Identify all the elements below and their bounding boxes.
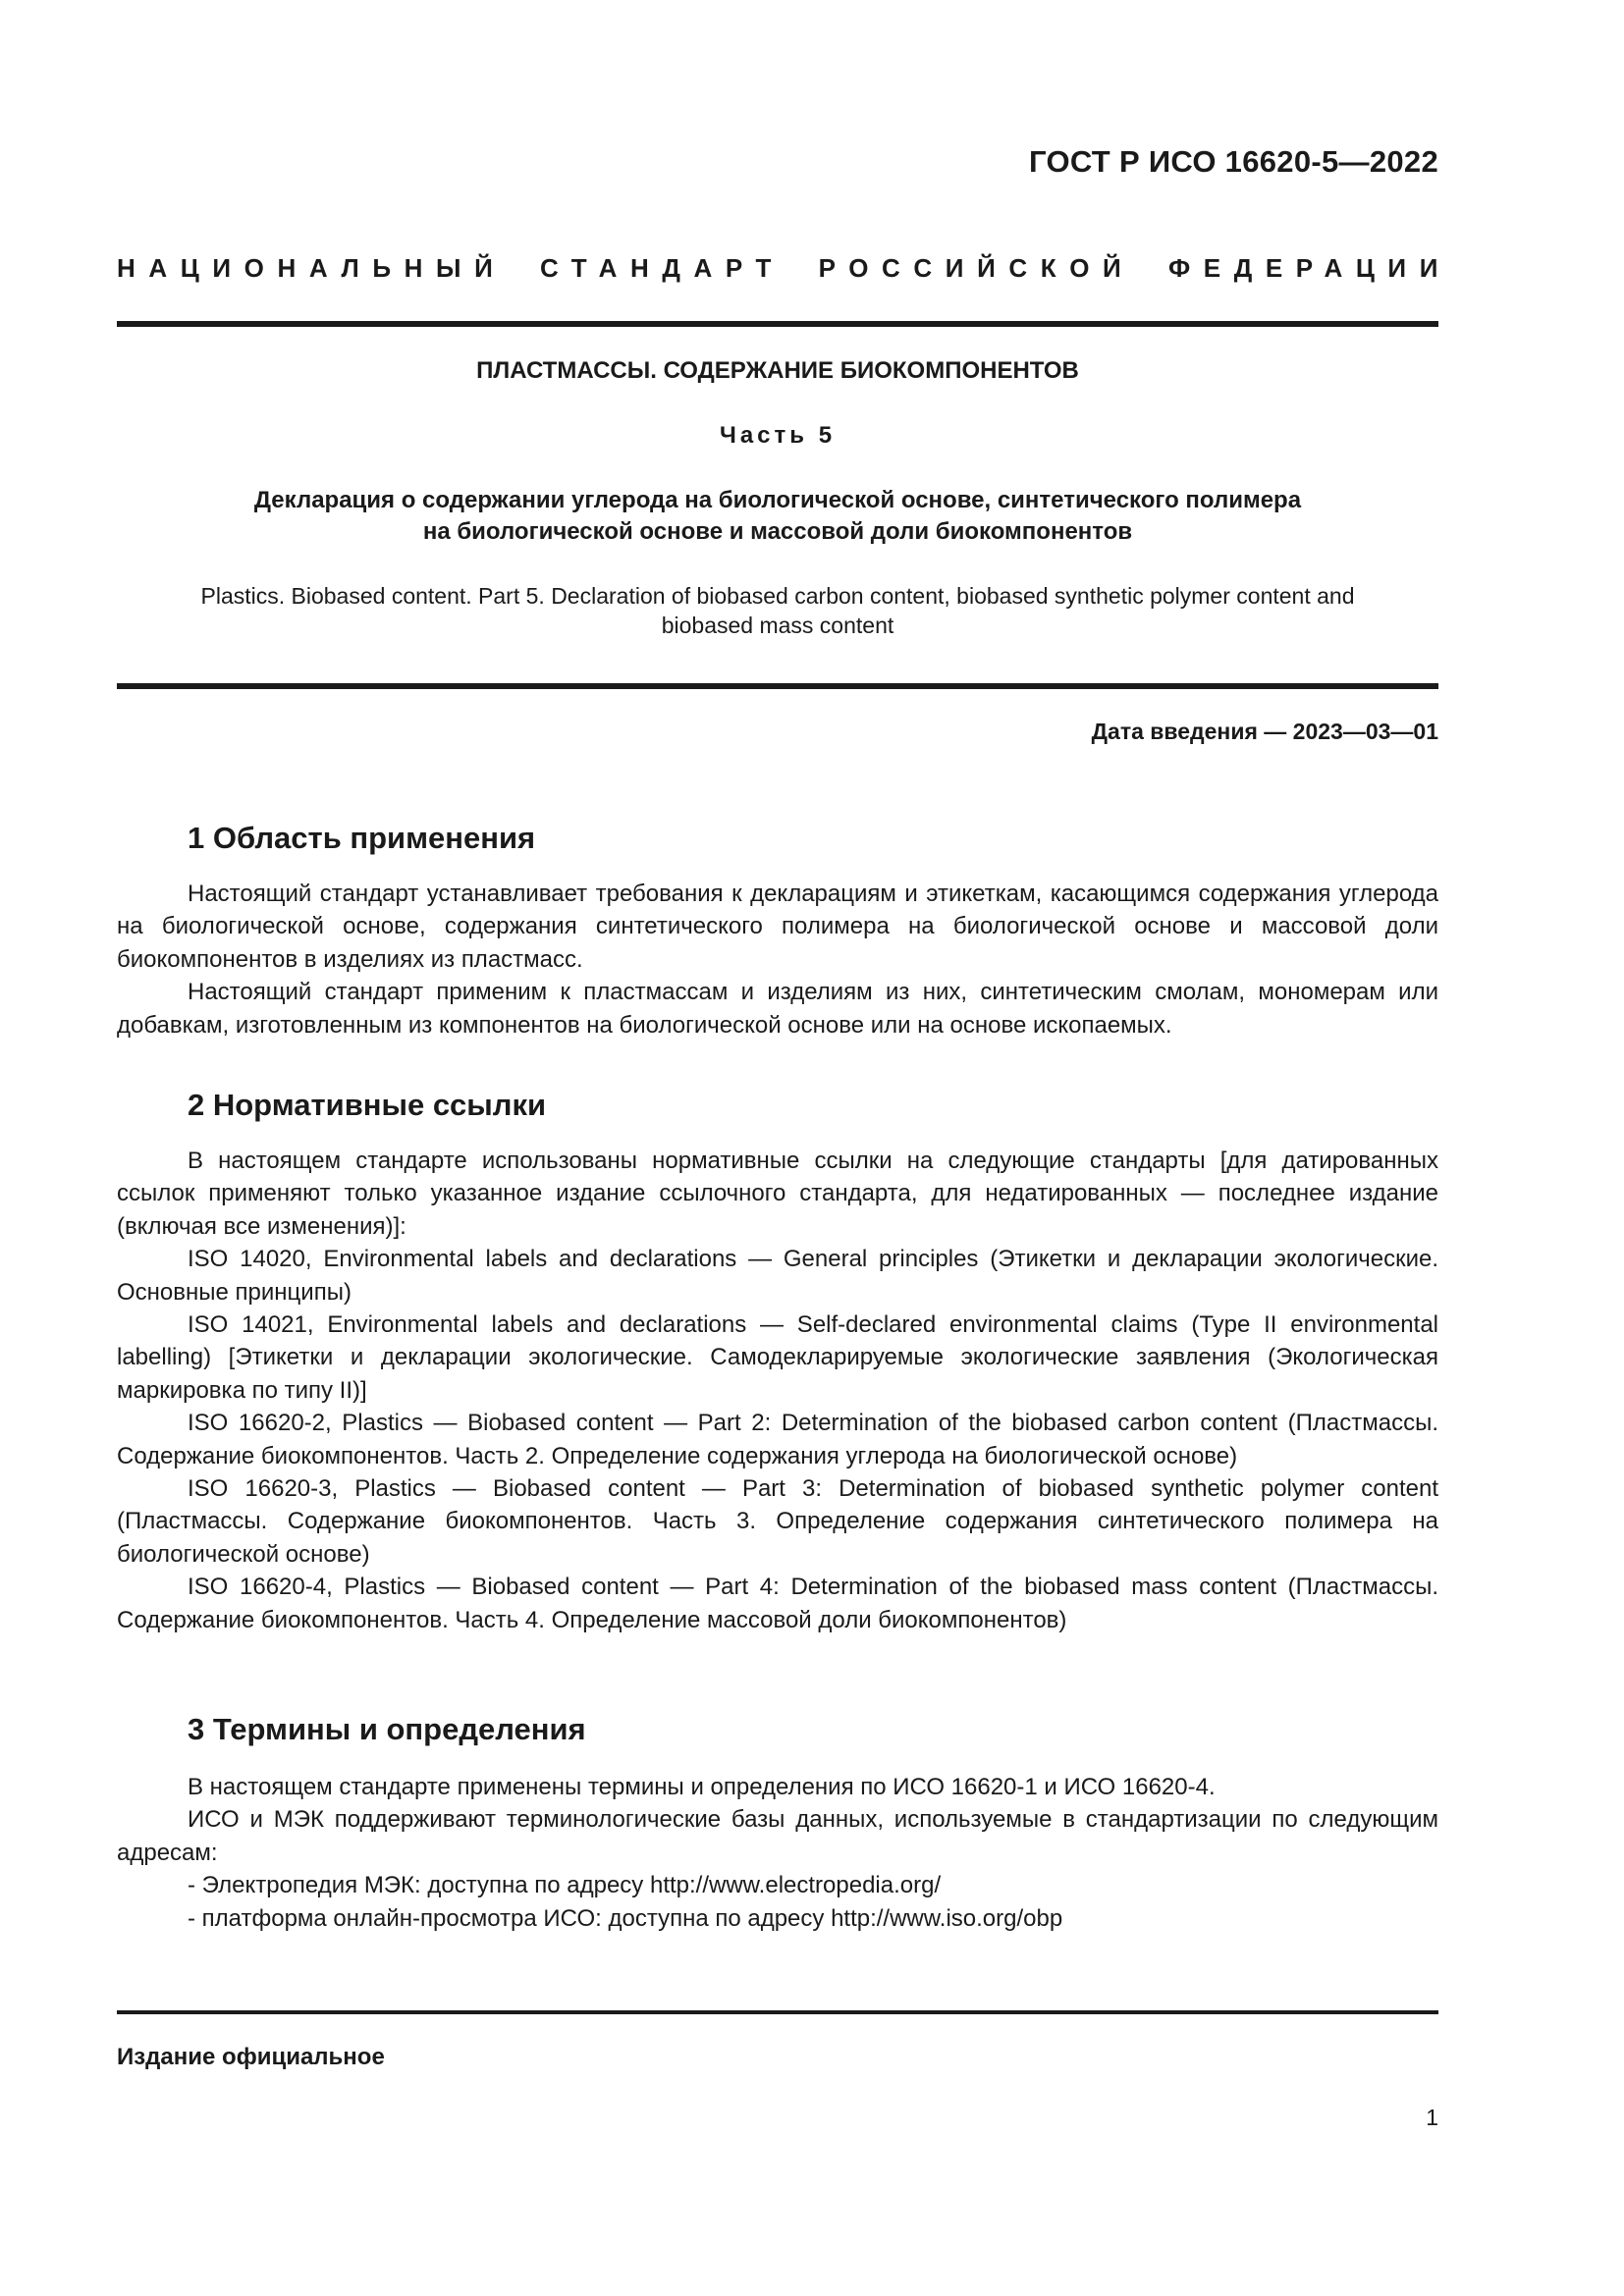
reference-item: ISO 14020, Environmental labels and declarations — General principles (Этикетки и декларации экологические. Основные принципы) (117, 1246, 1438, 1306)
top-rule (117, 321, 1438, 327)
middle-rule (117, 683, 1438, 689)
section-heading: 1 Область применения (188, 821, 536, 855)
subtitle-line: на биологической основе и массовой доли биокомпонентов (422, 518, 1133, 545)
paragraph: В настоящем стандарте использованы нормативные ссылки на следующие стандарты [для датированных ссылок применяют только указанное издание ссылочного стандарта, для недатированных — последнее издание (включая все изменения)]: (117, 1148, 1438, 1240)
section-body (117, 1145, 1438, 1636)
section-body (117, 1771, 1438, 1935)
subtitle (117, 485, 1438, 548)
bottom-rule (117, 2010, 1438, 2014)
list-item: - Электропедия МЭК: доступна по адресу http://www.electropedia.org/ (188, 1872, 942, 1899)
national-standard-title: НАЦИОНАЛЬНЫЙ СТАНДАРТ РОССИЙСКОЙ ФЕДЕРАЦИИ (117, 253, 1451, 283)
english-title-line: Plastics. Biobased content. Part 5. Declaration of biobased carbon content, biobased synthetic polymer content and (200, 583, 1355, 609)
subtitle-line: Декларация о содержании углерода на биологической основе, синтетического полимера (253, 487, 1302, 513)
paragraph: Настоящий стандарт применим к пластмассам и изделиям из них, синтетическим смолам, мономерам или добавкам, изготовленным из компонентов на биологической основе или на основе ископаемых. (117, 979, 1438, 1039)
official-edition-label: Издание официальное (117, 2044, 385, 2070)
reference-item: ISO 16620-2, Plastics — Biobased content — Part 2: Determination of the biobased carbon content (Пластмассы. Содержание биокомпонентов. Часть 2. Определение содержания углерода на биологической основе) (117, 1410, 1438, 1469)
section-heading: 3 Термины и определения (188, 1712, 586, 1746)
paragraph: Настоящий стандарт устанавливает требования к декларациям и этикеткам, касающимся содержания углерода на биологической основе, содержания синтетического полимера на биологической основе и массовой доли биокомпонентов в изделиях из пластмасс. (117, 881, 1438, 973)
paragraph: ИСО и МЭК поддерживают терминологические базы данных, используемые в стандартизации по следующим адресам: (117, 1806, 1438, 1866)
main-title: ПЛАСТМАССЫ. СОДЕРЖАНИЕ БИОКОМПОНЕНТОВ (476, 357, 1079, 384)
english-title-line: biobased mass content (661, 613, 894, 638)
document-page (117, 0, 1451, 2296)
reference-item: ISO 14021, Environmental labels and declarations — Self-declared environmental claims (Type II environmental labelling) [Этикетки и декларации экологические. Самодекларируемые экологические заявления (Экологическая маркировка по типу II)] (117, 1311, 1438, 1404)
reference-item: ISO 16620-4, Plastics — Biobased content — Part 4: Determination of the biobased mass content (Пластмассы. Содержание биокомпонентов. Часть 4. Определение массовой доли биокомпонентов) (117, 1574, 1438, 1633)
part-label: Часть 5 (719, 422, 837, 449)
gost-code: ГОСТ Р ИСО 16620-5—2022 (1029, 144, 1438, 179)
paragraph: В настоящем стандарте применены термины и определения по ИСО 16620-1 и ИСО 16620-4. (188, 1774, 1216, 1800)
english-title (117, 581, 1438, 640)
section-body (117, 878, 1438, 1041)
list-item: - платформа онлайн-просмотра ИСО: доступна по адресу http://www.iso.org/obp (188, 1904, 1063, 1932)
reference-item: ISO 16620-3, Plastics — Biobased content — Part 3: Determination of biobased synthetic polymer content (Пластмассы. Содержание биокомпонентов. Часть 3. Определение содержания синтетического полимера на биологической основе) (117, 1475, 1438, 1568)
section-heading: 2 Нормативные ссылки (188, 1088, 547, 1122)
page-number: 1 (1426, 2105, 1438, 2130)
introduction-date: Дата введения — 2023—03—01 (1091, 719, 1438, 744)
